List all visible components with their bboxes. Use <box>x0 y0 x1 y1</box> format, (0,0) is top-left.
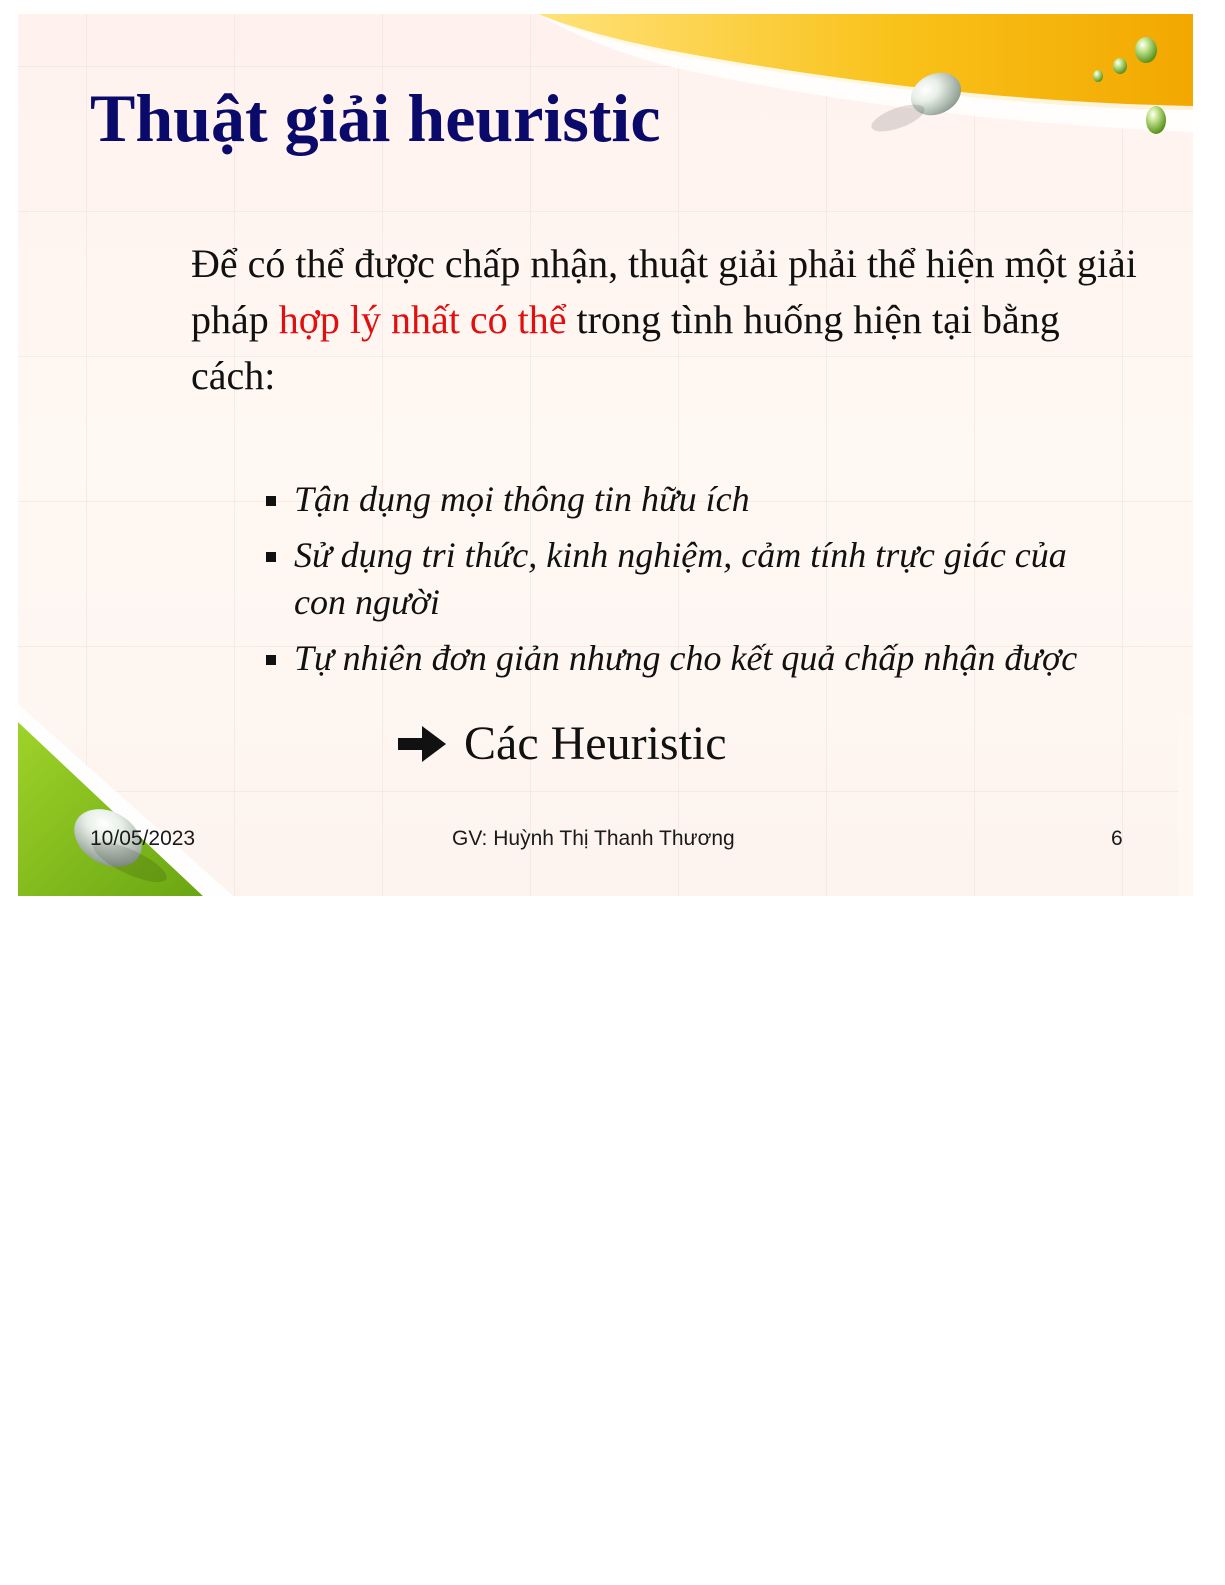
intro-text-before: Để có thể được chấp nhận, thuật giải phải thể hiện một giải pháp <box>191 241 1137 342</box>
list-item <box>264 532 1094 626</box>
square-bullet-icon <box>266 655 276 665</box>
intro-highlight: hợp lý nhất có thể <box>278 297 567 342</box>
result-text: Các Heuristic <box>464 717 727 770</box>
result-line <box>396 712 727 776</box>
bullet-text: Sử dụng tri thức, kinh nghiệm, cảm tính trực giác của con người <box>294 535 1067 622</box>
footer-author: GV: Huỳnh Thị Thanh Thương <box>452 827 735 850</box>
list-item <box>264 635 1094 682</box>
square-bullet-icon <box>266 552 276 562</box>
bullet-list <box>264 476 1094 691</box>
slide <box>18 14 1193 896</box>
list-item <box>264 476 1094 523</box>
footer-date: 10/05/2023 <box>90 827 196 850</box>
bullet-text: Tự nhiên đơn giản nhưng cho kết quả chấp nhận được <box>294 638 1078 678</box>
intro-paragraph <box>191 236 1141 404</box>
intro-text-after: trong tình huống hiện tại bằng cách: <box>191 297 1060 398</box>
slide-title: Thuật giải heuristic <box>90 80 661 156</box>
arrow-right-icon <box>396 724 448 764</box>
footer-page-number: 6 <box>1111 827 1123 850</box>
bullet-text: Tận dụng mọi thông tin hữu ích <box>294 479 750 519</box>
square-bullet-icon <box>266 496 276 506</box>
